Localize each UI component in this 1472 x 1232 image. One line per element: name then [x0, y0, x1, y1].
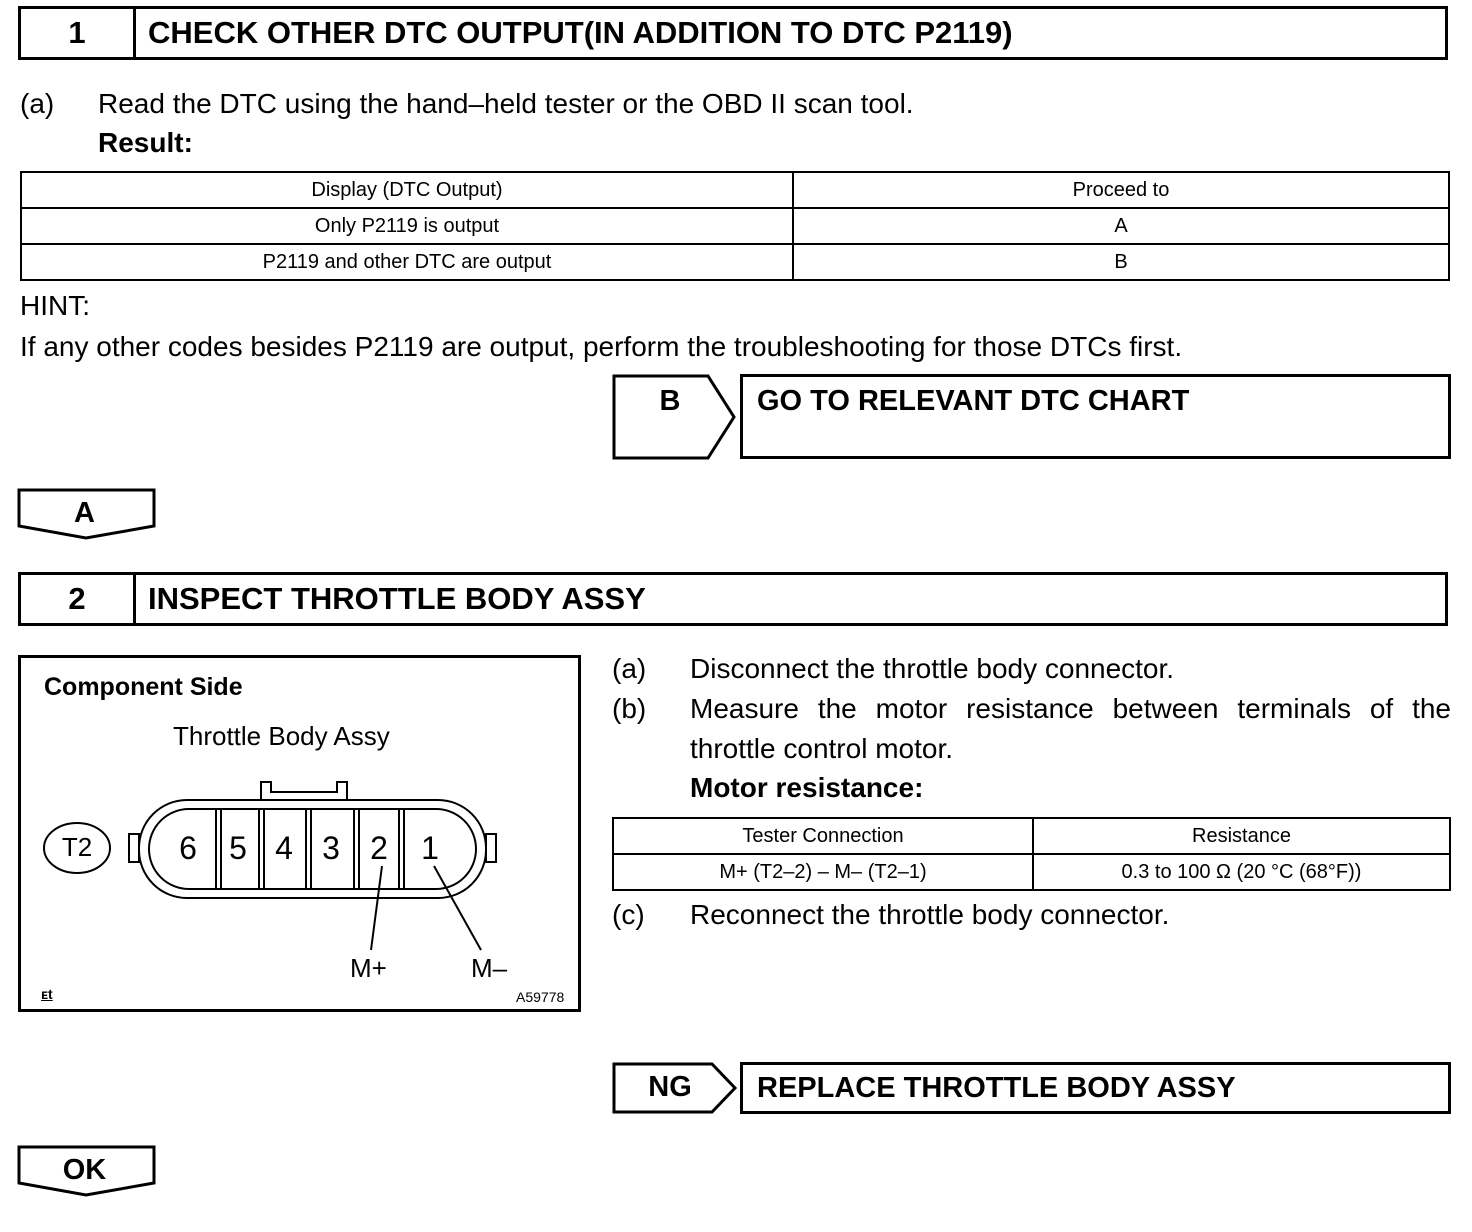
- pin-2: 2: [370, 830, 388, 866]
- table-cell: P2119 and other DTC are output: [21, 244, 793, 280]
- motor-label: Motor resistance:: [690, 772, 924, 803]
- figure-code: A59778: [516, 989, 565, 1005]
- item-label: (a): [20, 88, 55, 119]
- table-header: Proceed to: [793, 172, 1449, 208]
- pin-5: 5: [229, 830, 247, 866]
- item-text: Reconnect the throttle body connector.: [690, 899, 1170, 930]
- figure-heading: Component Side: [44, 673, 243, 701]
- pin-6: 6: [179, 830, 197, 866]
- hint-label: HINT:: [20, 290, 90, 321]
- table-header: Tester Connection: [613, 818, 1033, 854]
- step-2-header: [18, 572, 1448, 626]
- action-box-b: [740, 374, 1451, 459]
- hint-text: If any other codes besides P2119 are output, perform the troubleshooting for those DTCs first.: [20, 331, 1183, 362]
- item-text: Measure the motor resistance between terminals of the: [690, 693, 1451, 724]
- figure-subtitle: Throttle Body Assy: [173, 721, 390, 751]
- pin-4: 4: [275, 830, 293, 866]
- step-number: 1: [21, 9, 136, 57]
- table-cell: Only P2119 is output: [21, 208, 793, 244]
- table-cell: B: [793, 244, 1449, 280]
- result-table: [20, 171, 1450, 281]
- item-text: throttle control motor.: [690, 733, 954, 764]
- action-box-ng: [740, 1062, 1451, 1114]
- label-m-plus: M+: [350, 953, 387, 983]
- branch-label-ng: NG: [648, 1071, 692, 1103]
- item-label: (a): [612, 653, 647, 684]
- table-header-row: [613, 818, 1450, 854]
- pin-3: 3: [322, 830, 340, 866]
- table-row: [613, 854, 1450, 890]
- action-text-ng: REPLACE THROTTLE BODY ASSY: [757, 1072, 1236, 1104]
- component-figure: [18, 655, 581, 1012]
- table-row: [21, 208, 1449, 244]
- branch-label-b: B: [659, 385, 681, 417]
- item-label: (b): [612, 693, 647, 724]
- item-text: Disconnect the throttle body connector.: [690, 653, 1175, 684]
- branch-label-a: A: [74, 497, 95, 529]
- table-header-row: [21, 172, 1449, 208]
- table-row: [21, 244, 1449, 280]
- table-header: Display (DTC Output): [21, 172, 793, 208]
- result-label: Result:: [98, 127, 193, 158]
- item-label: (c): [612, 899, 645, 930]
- branch-label-ok: OK: [62, 1154, 107, 1186]
- resistance-table: [612, 817, 1451, 891]
- table-cell: A: [793, 208, 1449, 244]
- step-title: CHECK OTHER DTC OUTPUT(IN ADDITION TO DTC P2119): [148, 15, 1013, 50]
- corner-mark: ᴇt: [41, 986, 53, 1002]
- table-header: Resistance: [1033, 818, 1450, 854]
- label-m-minus: M–: [471, 953, 508, 983]
- pin-1: 1: [421, 830, 439, 866]
- table-cell: 0.3 to 100 Ω (20 °C (68°F)): [1033, 854, 1450, 890]
- action-text-b: GO TO RELEVANT DTC CHART: [757, 385, 1190, 417]
- step-title: INSPECT THROTTLE BODY ASSY: [148, 581, 646, 616]
- step-1-header: [18, 6, 1448, 60]
- item-text: Read the DTC using the hand–held tester or the OBD II scan tool.: [98, 88, 914, 119]
- table-cell: M+ (T2–2) – M– (T2–1): [613, 854, 1033, 890]
- step-number: 2: [21, 575, 136, 623]
- connector-id: T2: [61, 832, 93, 862]
